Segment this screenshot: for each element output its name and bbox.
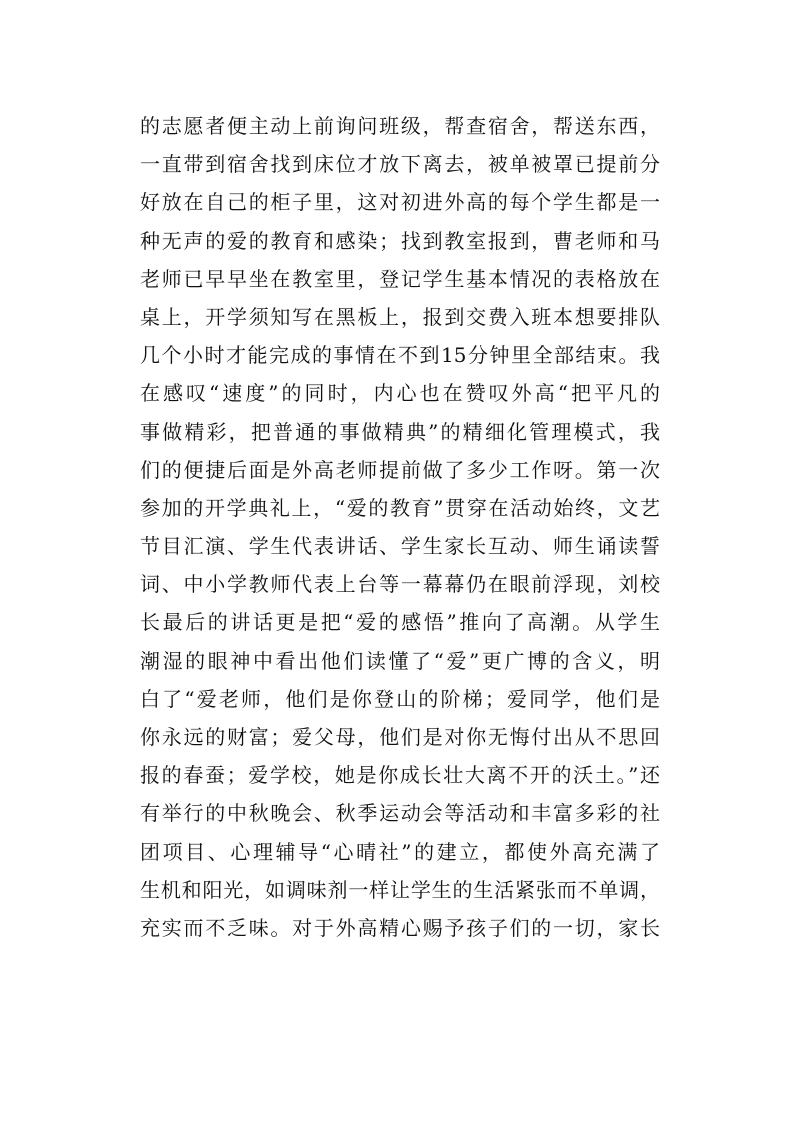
text-line: 事做精彩，把普通的事做精典”的精细化管理模式，我 <box>140 419 660 444</box>
text-line: 充实而不乏味。对于外高精心赐予孩子们的一切，家长 <box>140 915 660 940</box>
text-line: 在感叹“速度”的同时，内心也在赞叹外高“把平凡的 <box>140 381 660 406</box>
text-line: 生机和阳光，如调味剂一样让学生的生活紧张而不单调， <box>140 877 660 902</box>
text-line: 有举行的中秋晚会、秋季运动会等活动和丰富多彩的社 <box>140 801 660 826</box>
text-line: 团项目、心理辅导“心晴社”的建立，都使外高充满了 <box>140 839 660 864</box>
text-line: 白了“爱老师，他们是你登山的阶梯；爱同学，他们是 <box>140 686 660 711</box>
text-line: 报的春蚕；爱学校，她是你成长壮大离不开的沃土。”还 <box>140 763 660 788</box>
text-line: 词、中小学教师代表上台等一幕幕仍在眼前浮现，刘校 <box>140 572 660 597</box>
text-line: 们的便捷后面是外高老师提前做了多少工作呀。第一次 <box>140 457 660 482</box>
text-line: 节目汇演、学生代表讲话、学生家长互动、师生诵读誓 <box>140 534 660 559</box>
text-line: 老师已早早坐在教室里，登记学生基本情况的表格放在 <box>140 266 660 291</box>
text-line: 潮湿的眼神中看出他们读懂了“爱”更广博的含义，明 <box>140 648 660 673</box>
text-line: 桌上，开学须知写在黑板上，报到交费入班本想要排队 <box>140 304 660 329</box>
text-line: 好放在自己的柜子里，这对初进外高的每个学生都是一 <box>140 190 660 215</box>
text-line: 几个小时才能完成的事情在不到15分钟里全部结束。我 <box>140 343 660 368</box>
text-line: 种无声的爱的教育和感染；找到教室报到，曹老师和马 <box>140 228 660 253</box>
text-line: 的志愿者便主动上前询问班级，帮查宿舍，帮送东西， <box>140 114 660 138</box>
text-line: 一直带到宿舍找到床位才放下离去，被单被罩已提前分 <box>140 152 660 177</box>
text-line: 参加的开学典礼上，“爱的教育”贯穿在活动始终，文艺 <box>140 495 660 520</box>
text-line: 长最后的讲话更是把“爱的感悟”推向了高潮。从学生 <box>140 610 660 635</box>
text-line: 你永远的财富；爱父母，他们是对你无悔付出从不思回 <box>140 725 660 749</box>
body-text <box>140 107 660 947</box>
